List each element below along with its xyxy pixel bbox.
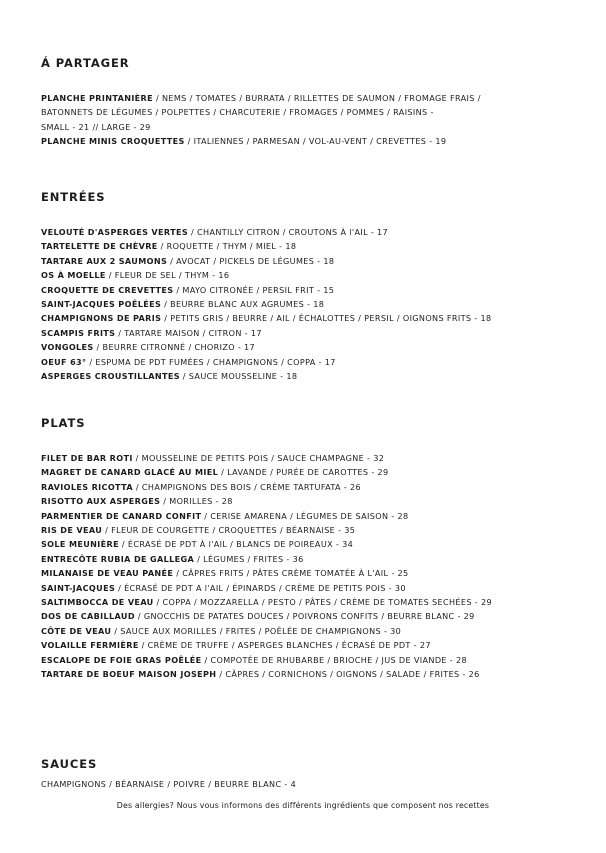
menu-line — [41, 638, 571, 652]
dish-details: / BEURRE BLANC AUX AGRUMES - 18 — [161, 299, 325, 310]
dish-name: OEUF 63° — [41, 356, 87, 367]
menu-line — [41, 537, 571, 551]
dish-details: / CERISE AMARENA / LÉGUMES DE SAISON - 28 — [201, 510, 409, 521]
dish-name: SAINT-JACQUES POÊLÉES — [41, 299, 162, 310]
menu-line — [41, 326, 571, 340]
dish-details: / SAUCE AUX MORILLES / FRITES / POÊLÉE DE CHAMPIGNONS - 30 — [111, 625, 402, 636]
menu-line — [41, 523, 571, 537]
menu-line — [41, 105, 571, 119]
dish-details: / NEMS / TOMATES / BURRATA / RILLETTES DE SAUMON / FROMAGE FRAIS / — [153, 93, 481, 103]
dish-details: / TARTARE MAISON / CITRON - 17 — [115, 327, 262, 338]
dish-name: VELOUTÉ D'ASPERGES VERTES — [41, 227, 189, 237]
dish-name: CHAMPIGNONS DE PARIS — [41, 313, 162, 324]
dish-details: / ESPUMA DE PDT FUMÉES / CHAMPIGNONS / COPPA - 17 — [86, 356, 336, 367]
menu-line — [41, 624, 571, 638]
dish-details: / ÉCRASÉ DE PDT À l'AIL / BLANCS DE POIREAUX - 34 — [119, 539, 354, 550]
dish-details: / LAVANDE / PURÉE DE CAROTTES - 29 — [218, 467, 389, 478]
dish-name: PARMENTIER DE CANARD CONFIT — [41, 510, 202, 521]
dish-details: / CRÈME DE TRUFFE / ASPERGES BLANCHES / ÉCRASÉ DE PDT - 27 — [138, 640, 431, 651]
menu-line — [41, 91, 571, 105]
menu-line — [41, 355, 571, 369]
dish-details: / COMPOTÉE DE RHUBARBE / BRIOCHE / JUS DE VIANDE - 28 — [201, 654, 467, 665]
menu-line — [41, 509, 571, 523]
dish-details: / GNOCCHIS DE PATATES DOUCES / POIVRONS CONFITS / BEURRE BLANC - 29 — [134, 611, 475, 622]
dish-details: BATONNETS DE LÉGUMES / POLPETTES / CHARCUTERIE / FROMAGES / POMMES / RAISINS - — [41, 107, 434, 118]
dish-name: MAGRET DE CANARD GLACÉ AU MIEL — [41, 467, 219, 478]
dish-details: / COPPA / MOZZARELLA / PESTO / PÂTES / CRÈME DE TOMATES SECHÉES - 29 — [153, 597, 492, 608]
menu-line — [41, 451, 571, 465]
dish-name: FILET DE BAR ROTI — [41, 453, 133, 463]
dish-details: / BEURRE CITRONNÉ / CHORIZO - 17 — [93, 342, 256, 353]
dish-name: VOLAILLE FERMIÈRE — [41, 640, 139, 651]
menu-line — [41, 369, 571, 383]
menu-line — [41, 239, 571, 253]
dish-name: RIS DE VEAU — [41, 525, 103, 536]
dish-details: / MAYO CITRONÉE / PERSIL FRIT - 15 — [173, 284, 335, 295]
dish-details: / ÉCRASÉ DE PDT A l'AIL / ÉPINARDS / CRÈME DE PETITS POIS - 30 — [115, 582, 406, 593]
dish-name: PLANCHE MINIS CROQUETTES — [41, 136, 185, 147]
menu-line — [41, 609, 571, 623]
section-title: Á PARTAGER — [41, 56, 130, 70]
menu-line — [41, 134, 571, 148]
menu-line — [41, 494, 571, 508]
dish-name: TARTELETTE DE CHÈVRE — [41, 241, 158, 252]
menu-line — [41, 552, 571, 566]
dish-name: SALTIMBOCCA DE VEAU — [41, 597, 154, 608]
menu-line — [41, 311, 571, 325]
dish-details: / CHAMPIGNONS DES BOIS / CRÈME TARTUFATA - 26 — [132, 481, 362, 492]
dish-details: / AVOCAT / PICKELS DE LÉGUMES - 18 — [167, 255, 335, 266]
dish-details: SMALL - 21 // LARGE - 29 — [41, 121, 151, 132]
dish-details: CHAMPIGNONS / BÉARNAISE / POIVRE / BEURRE BLANC - 4 — [41, 779, 297, 789]
dish-details: / CÂPRES / CORNICHONS / OIGNONS / SALADE / FRITES - 26 — [216, 669, 480, 680]
menu-line — [41, 595, 571, 609]
dish-details: / LÉGUMES / FRITES - 36 — [194, 553, 304, 564]
dish-details: / FLEUR DE COURGETTE / CROQUETTES / BÉARNAISE - 35 — [102, 525, 356, 536]
dish-name: PLANCHE PRINTANIÈRE — [41, 93, 154, 103]
dish-name: DOS DE CABILLAUD — [41, 611, 135, 622]
dish-name: ESCALOPE DE FOIE GRAS POÊLÉE — [41, 654, 202, 665]
dish-name: CÔTE DE VEAU — [41, 625, 112, 636]
dish-name: VONGOLES — [41, 342, 94, 353]
menu-line — [41, 777, 571, 791]
menu-line — [41, 268, 571, 282]
dish-name: CROQUETTE DE CREVETTES — [41, 284, 174, 295]
menu-line — [41, 480, 571, 494]
dish-details: / ITALIENNES / PARMESAN / VOL-AU-VENT / CREVETTES - 19 — [184, 136, 447, 147]
dish-details: / MORILLES - 28 — [160, 496, 233, 507]
dish-name: SCAMPIS FRITS — [41, 327, 116, 338]
dish-details: / CHANTILLY CITRON / CROUTONS À l'AIL - 17 — [188, 227, 389, 237]
section-a-partager — [41, 56, 571, 149]
menu-line — [41, 667, 571, 681]
dish-details: / PETITS GRIS / BEURRE / AIL / ÉCHALOTTES / PERSIL / OIGNONS FRITS - 18 — [161, 313, 492, 324]
section-sauces — [41, 757, 571, 791]
dish-details: / ROQUETTE / THYM / MIEL - 18 — [157, 241, 297, 252]
dish-details: / FLEUR DE SEL / THYM - 16 — [105, 270, 230, 281]
menu-line — [41, 653, 571, 667]
dish-details: / MOUSSELINE DE PETITS POIS / SAUCE CHAMPAGNE - 32 — [132, 453, 385, 463]
section-title: PLATS — [41, 416, 86, 430]
menu-line — [41, 120, 571, 134]
dish-name: TARTARE DE BOEUF MAISON JOSEPH — [41, 669, 217, 680]
dish-name: TARTARE AUX 2 SAUMONS — [41, 255, 168, 266]
dish-name: OS À MOELLE — [41, 270, 106, 281]
dish-name: ENTRECÔTE RUBIA DE GALLEGA — [41, 553, 195, 564]
section-title: ENTRÉES — [41, 190, 106, 204]
dish-details: / CÂPRES FRITS / PÂTES CRÈME TOMATÉE À L'AIL - 25 — [173, 568, 409, 579]
dish-name: SAINT-JACQUES — [41, 582, 116, 593]
section-plats — [41, 416, 571, 682]
dish-name: RAVIOLES RICOTTA — [41, 481, 133, 492]
menu-line — [41, 297, 571, 311]
section-entrees — [41, 190, 571, 383]
menu-line — [41, 283, 571, 297]
allergy-notice: Des allergies? Nous vous informons des différents ingrédients que composent nos recettes — [116, 801, 490, 810]
dish-details: / SAUCE MOUSSELINE - 18 — [179, 371, 298, 382]
section-title: SAUCES — [41, 757, 98, 771]
menu-line — [41, 566, 571, 580]
dish-name: MILANAISE DE VEAU PANÉE — [41, 568, 174, 579]
menu-line — [41, 225, 571, 239]
dish-name: SOLE MEUNIÈRE — [41, 539, 119, 550]
menu-line — [41, 581, 571, 595]
menu-line — [41, 340, 571, 354]
dish-name: ASPERGES CROUSTILLANTES — [41, 371, 180, 382]
menu-line — [41, 254, 571, 268]
menu-line — [41, 465, 571, 479]
dish-name: RISOTTO AUX ASPERGES — [41, 496, 161, 507]
